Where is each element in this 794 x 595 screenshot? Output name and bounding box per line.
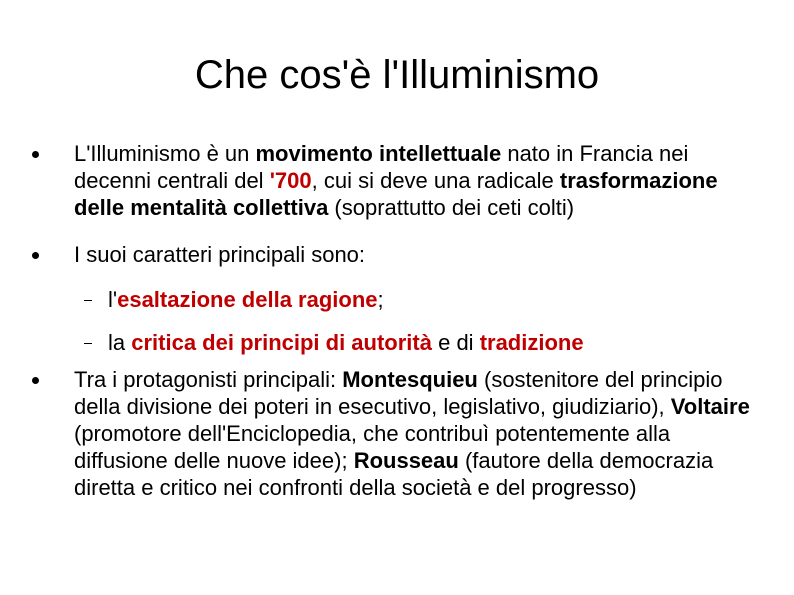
text-run: e di bbox=[431, 330, 480, 355]
text-run: (promotore dell'Enciclopedia, che contribuì potentemente alla diffusione delle nuove idee); bbox=[74, 421, 671, 473]
text-run: (sostenitore del principio della divisione dei poteri in esecutivo, legislativo, giudiziario), bbox=[74, 367, 723, 419]
bold-term-movimento: movimento intellettuale bbox=[255, 141, 502, 166]
bold-name-montesquieu: Montesquieu bbox=[342, 367, 478, 392]
highlight-tradizione: tradizione bbox=[479, 330, 584, 355]
sub-item-critica bbox=[36, 329, 766, 356]
dash-bullet-icon bbox=[84, 300, 92, 301]
text-run: (soprattutto dei ceti colti) bbox=[328, 195, 575, 220]
highlight-esaltazione: esaltazione della ragione bbox=[117, 287, 378, 312]
highlight-700: '700 bbox=[269, 168, 312, 193]
bullet-dot-icon bbox=[32, 151, 39, 158]
dash-bullet-icon bbox=[84, 343, 92, 344]
text-run: , cui si deve una radicale bbox=[311, 168, 560, 193]
text-run: ; bbox=[377, 287, 384, 312]
text-run: nato in Francia nei decenni centrali del bbox=[74, 141, 689, 193]
bullet-item-caratteri bbox=[36, 241, 766, 268]
text-run: Tra i protagonisti principali: bbox=[74, 367, 343, 392]
text-run: I suoi caratteri principali sono: bbox=[74, 242, 366, 267]
bullet-list bbox=[36, 140, 766, 501]
bold-name-rousseau: Rousseau bbox=[353, 448, 459, 473]
bold-name-voltaire: Voltaire bbox=[670, 394, 750, 419]
text-run: L'Illuminismo è un bbox=[74, 141, 256, 166]
text-run: la bbox=[108, 330, 132, 355]
bullet-dot-icon bbox=[32, 252, 39, 259]
slide-title: Che cos'è l'Illuminismo bbox=[194, 53, 600, 97]
bullet-item-protagonisti bbox=[36, 366, 766, 501]
bullet-item-definition bbox=[36, 140, 766, 221]
bullet-dot-icon bbox=[32, 377, 39, 384]
sub-item-ragione bbox=[36, 286, 766, 313]
text-run: (fautore della democrazia diretta e critico nei confronti della società e del progresso) bbox=[74, 448, 714, 500]
text-run: l' bbox=[108, 287, 118, 312]
highlight-critica: critica dei principi di autorità bbox=[131, 330, 432, 355]
bold-term-trasformazione: trasformazione delle mentalità collettiva bbox=[74, 168, 718, 220]
